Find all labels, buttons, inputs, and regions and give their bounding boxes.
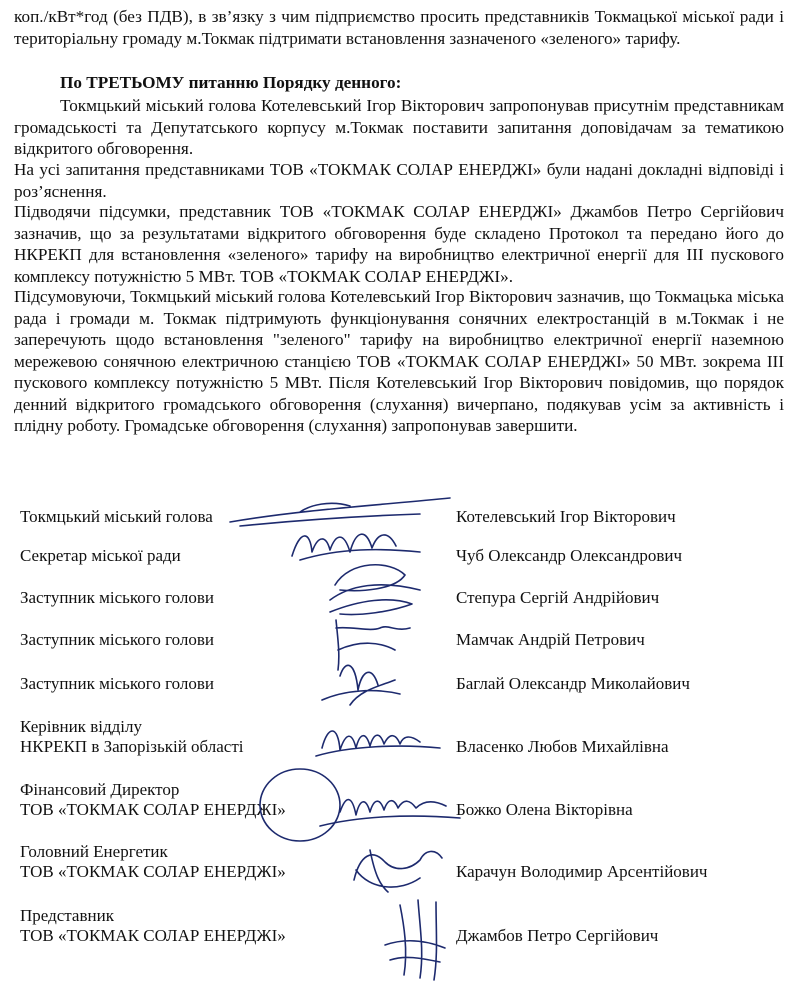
signatory-title: Фінансовий Директор ТОВ «ТОКМАК СОЛАР ЕНЕРДЖІ» [20,780,286,819]
signatory-name: Божко Олена Вікторівна [456,800,633,819]
signatory-title: Головний Енергетик ТОВ «ТОКМАК СОЛАР ЕНЕРДЖІ» [20,842,286,881]
signatory-name: Мамчак Андрій Петрович [456,630,645,649]
signature-finance [320,800,460,826]
signatory-title: Секретар міської ради [20,546,181,565]
signatory-name: Степура Сергій Андрійович [456,588,660,607]
signatory-title: Керівник відділу НКРЕКП в Запорізькій області [20,717,244,756]
signatory-title: Заступник міського голови [20,588,215,607]
signature-secretary [292,534,420,590]
signature-representative [385,900,445,980]
paragraph-summary-mayor: Підсумовуючи, Токмцький міський голова Котелевський Ігор Вікторович зазначив, що Токмацька міська рада і громади м. Токмак підтримують функціонування сонячних електростанцій в м.Токмак і не заперечують щодо встановлення "зеленого" тарифу на виробництво електричної енергії наземною мережевою сонячною електричною станцією ТОВ «ТОКМАК СОЛАР ЕНЕРДЖІ» 50 МВт. зокрема ІІІ пускового комплексу потужністю 5 МВт. Після Котелевський Ігор Вікторович повідомив, що порядок денний відкритого громадського обговорення (слухання) вичерпано, подякував усім за активність і плідну роботу. Громадське обговорення (слухання) запропонував завершити. [14,287,784,435]
signature-mayor [230,498,450,526]
signatory-title: Заступник міського голови [20,630,215,649]
signatory-title: Заступник міського голови [20,674,215,693]
signatory-name: Чуб Олександр Олександрович [456,546,683,565]
signatory-title: Представник ТОВ «ТОКМАК СОЛАР ЕНЕРДЖІ» [20,906,286,945]
signatory-name: Джамбов Петро Сергійович [456,926,659,945]
signature-deputy-2 [336,620,410,670]
paragraph-answers: На усі запитання представниками ТОВ «ТОКМАК СОЛАР ЕНЕРДЖІ» були надані докладні відповіді і роз’яснення. [14,160,784,201]
signature-energetik [354,850,442,892]
signatory-title: Токмцький міський голова [20,507,213,526]
signatory-name: Котелевський Ігор Вікторович [456,507,676,526]
third-question-heading: По ТРЕТЬОМУ питанню Порядку денного: [60,73,402,92]
signatory-name: Баглай Олександр Миколайович [456,674,690,693]
top-fragment-paragraph: коп./кВт*год (без ПДВ), в зв’язку з чим підприємство просить представників Токмацької міської ради і територіальну громаду м.Токмак підтримати встановлення зазначеного «зеленого» тарифу. [14,7,784,48]
signatory-name: Власенко Любов Михайлівна [456,737,669,756]
paragraph-mayor-proposal: Токмцький міський голова Котелевський Ігор Вікторович запропонував присутнім представникам громадськості та Депутатського корпусу м.Токмак поставити запитання доповідачам за тематикою відкритого обговорення. [14,96,784,158]
signature-deputy-1 [330,585,420,615]
signature-nkrekp [316,731,440,756]
signatory-name: Карачун Володимир Арсентійович [456,862,708,881]
paragraph-summary-representative: Підводячи підсумки, представник ТОВ «ТОКМАК СОЛАР ЕНЕРДЖІ» Джамбов Петро Сергійович зазначив, що за результатами відкритого обговорення буде складено Протокол та передано його до НКРЕКП для встановлення «зеленого» тарифу на виробництво електричної енергії для ІІІ пускового комплексу потужністю 5 МВт. ТОВ «ТОКМАК СОЛАР ЕНЕРДЖІ». [14,202,784,286]
signature-deputy-3 [322,665,400,705]
